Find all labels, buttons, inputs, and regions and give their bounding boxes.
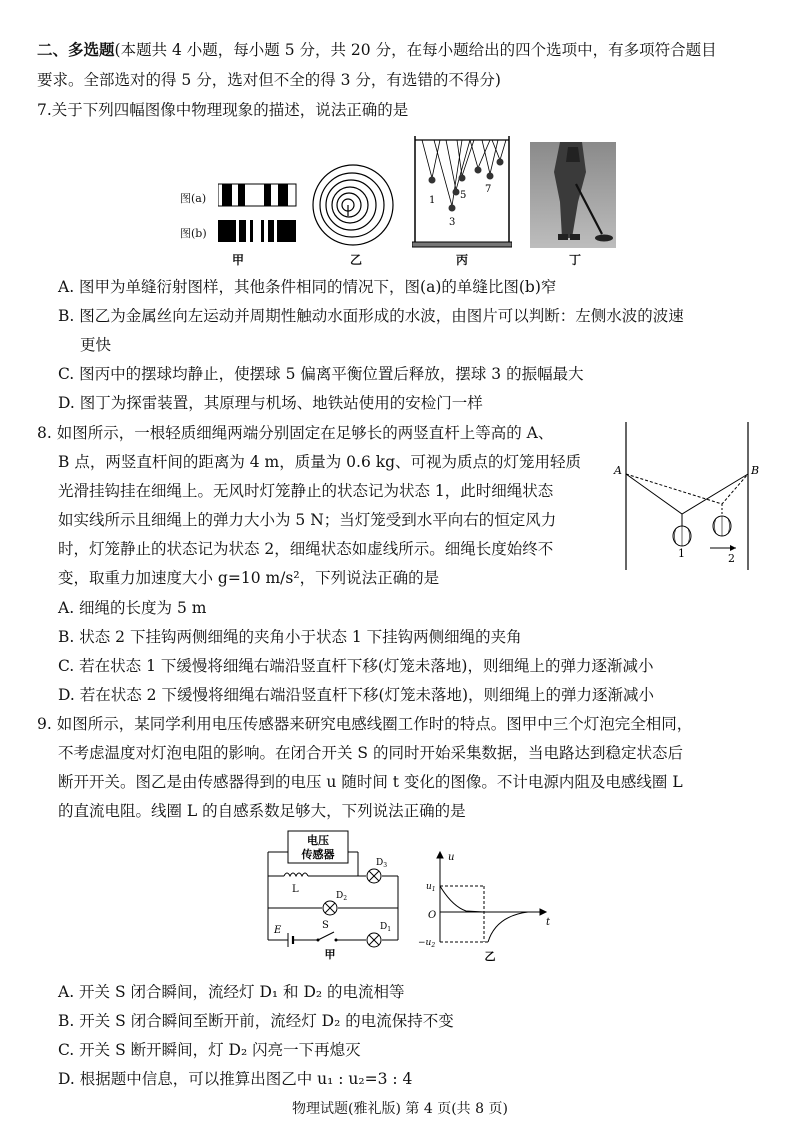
lamp-d3-label: $D_3$ [376,858,388,869]
q7-option-b: B. 图乙为金属丝向左运动并周期性触动水面形成的水波，由图片可以判断：左侧水波的波速 [58,307,684,325]
graph-u2-label: $-u_2$ [418,938,436,949]
q8-option-a: A. 细绳的长度为 5 m [58,599,207,617]
q8-stem-line6: 变，取重力加速度大小 g=10 m/s²，下列说法正确的是 [58,569,440,587]
q8-option-d: D. 若在状态 2 下缓慢将细绳右端沿竖直杆下移(灯笼未落地)，则细绳上的弹力逐渐减小 [58,686,655,704]
diffraction-patterns [218,178,298,248]
q7-option-b-cont: 更快 [80,336,112,354]
q8-lantern-figure [612,418,762,576]
q7-stem: 7.关于下列四幅图像中物理现象的描述，说法正确的是 [37,101,409,119]
q8-state2-label: 2 [728,552,735,565]
q7-caption-ding: 丁 [568,253,581,267]
section-title: 二、多选题 [37,40,115,59]
sensor-label-line2: 传感器 [301,848,335,861]
q7-option-c: C. 图丙中的摆球均静止，使摆球 5 偏离平衡位置后释放，摆球 3 的振幅最大 [58,365,584,383]
q8-state1-label: 1 [678,547,685,560]
q7-caption-bing: 丙 [455,253,468,267]
graph-u1-label: $u_1$ [426,882,436,893]
q8-stem-line5: 时，灯笼静止的状态记为状态 2，细绳状态如虚线所示。细绳长度始终不 [58,540,554,558]
graph-caption: 乙 [484,950,496,963]
q9-option-b: B. 开关 S 闭合瞬间至断开前，流经灯 D₂ 的电流保持不变 [58,1012,454,1030]
q9-stem-line3: 断开开关。图乙是由传感器得到的电压 u 随时间 t 变化的图像。不计电源内阻及电感线圈 L [58,773,683,791]
q8-stem-line4: 如实线所示且细绳上的弹力大小为 5 N；当灯笼受到水平向右的恒定风力 [58,511,557,529]
ball-label-7: 7 [485,184,492,195]
page-footer: 物理试题(雅礼版) 第 4 页(共 8 页) [292,1101,508,1117]
section-instruction: 二、多选题(本题共 4 小题，每小题 5 分，共 20 分，在每小题给出的四个选项中，有多项符合题目 [37,40,717,59]
graph-axis-t: t [546,917,551,928]
fig-b-label: 图(b) [180,227,207,240]
section-instruction-cont: 要求。全部选对的得 5 分，选对但不全的得 3 分，有选错的不得分) [37,71,501,89]
ball-label-5: 5 [460,190,467,201]
coil-label: L [292,884,299,895]
graph-axis-u: u [448,852,455,863]
source-e-label: E [274,925,282,936]
q9-stem-line1: 9. 如图所示，某同学利用电压传感器来研究电感线圈工作时的特点。图甲中三个灯泡完全相同， [37,715,693,733]
q9-option-c: C. 开关 S 断开瞬间，灯 D₂ 闪亮一下再熄灭 [58,1041,361,1059]
ball-label-1: 1 [429,195,436,206]
q8-option-b: B. 状态 2 下挂钩两侧细绳的夹角小于状态 1 下挂钩两侧细绳的夹角 [58,628,522,646]
q7-fig-ding-mine-detector [530,142,616,248]
q7-fig-jia [180,178,300,248]
q9-option-d: D. 根据题中信息，可以推算出图乙中 u₁ : u₂=3 : 4 [58,1070,413,1088]
graph-origin: O [428,910,437,921]
lamp-d1-label: $D_1$ [380,922,392,933]
q8-stem-line2: B 点，两竖直杆间的距离为 4 m，质量为 0.6 kg、可视为质点的灯笼用轻质 [58,453,582,471]
fig-a-label: 图(a) [180,192,207,205]
q9-stem-line2: 不考虑温度对灯泡电阻的影响。在闭合开关 S 的同时开始采集数据，当电路达到稳定状态后 [58,744,683,762]
q9-option-a: A. 开关 S 闭合瞬间，流经灯 D₁ 和 D₂ 的电流相等 [58,983,405,1001]
q8-option-c: C. 若在状态 1 下缓慢将细绳右端沿竖直杆下移(灯笼未落地)，则细绳上的弹力逐渐减小 [58,657,654,675]
q7-caption-jia: 甲 [231,253,244,267]
circuit-caption: 甲 [324,948,336,960]
switch-s-label: S [322,920,329,931]
q7-option-d: D. 图丁为探雷装置，其原理与机场、地铁站使用的安检门一样 [58,394,483,412]
q9-circuit-diagram [258,828,408,960]
q7-fig-yi-waves [312,160,402,250]
sensor-label-line1: 电压 [307,834,329,847]
q8-stem-line3: 光滑挂钩挂在细绳上。无风时灯笼静止的状态记为状态 1，此时细绳状态 [58,482,554,500]
q7-option-a: A. 图甲为单缝衍射图样，其他条件相同的情况下，图(a)的单缝比图(b)窄 [58,278,557,296]
q7-caption-yi: 乙 [349,253,362,267]
q8-point-b: B [751,464,760,477]
q9-stem-line4: 的直流电阻。线圈 L 的自感系数足够大，下列说法正确的是 [58,802,466,820]
ball-label-3: 3 [449,217,456,228]
q8-point-a: A [614,464,622,477]
q8-stem-line1: 8. 如图所示，一根轻质细绳两端分别固定在足够长的两竖直杆上等高的 A、 [37,424,554,442]
lamp-d2-label: $D_2$ [336,891,348,902]
q9-voltage-graph [418,848,562,964]
q7-fig-bing-pendulums [412,136,512,252]
